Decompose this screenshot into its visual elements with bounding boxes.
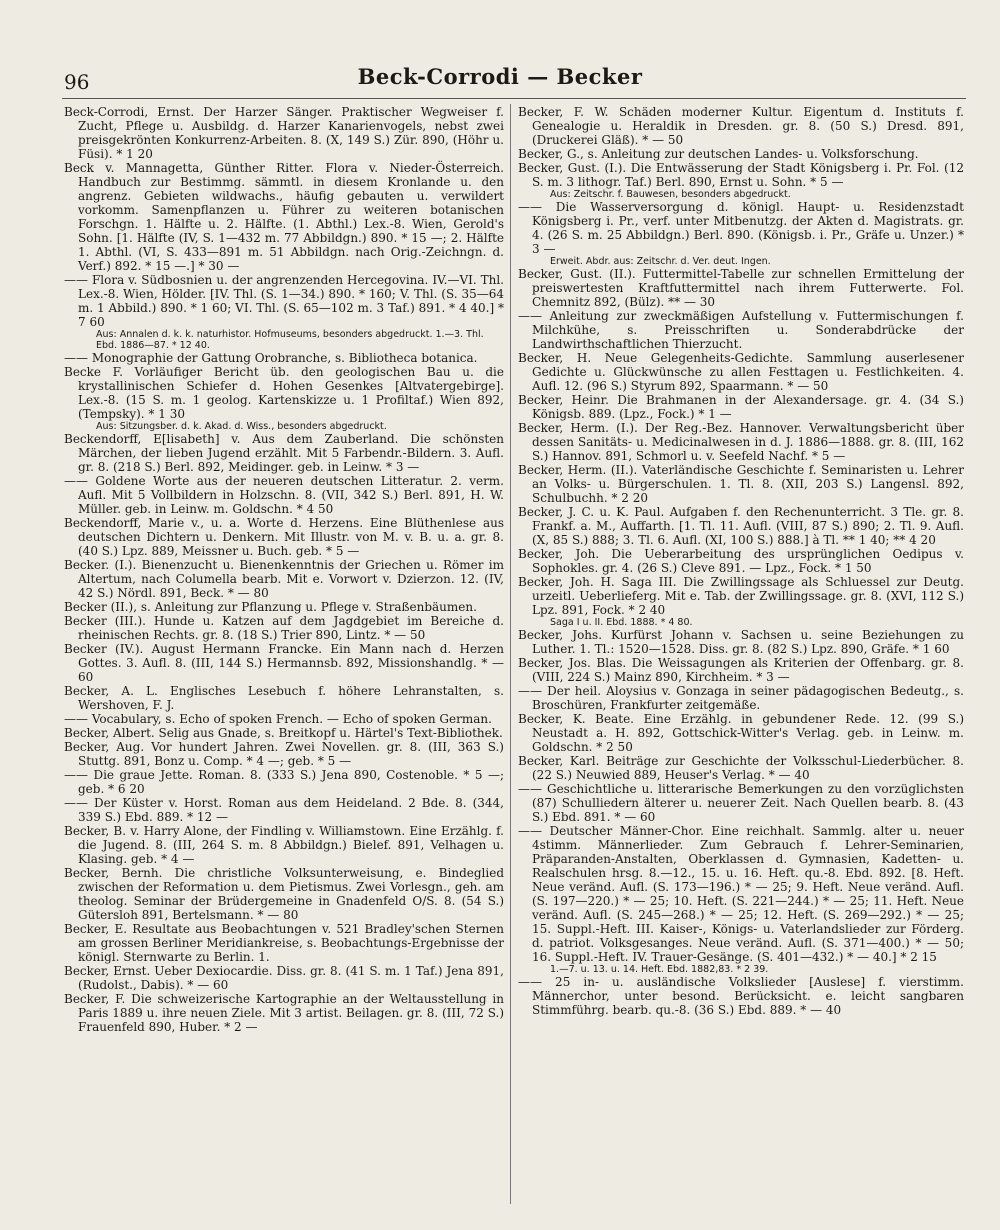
bibliographic-entry: Becker (III.). Hunde u. Katzen auf dem Jagdgebiet im Bereiche d. rheinischen Rechts. gr. 8. (18 S.) Trier 890, Lintz. * — 50 <box>64 614 504 642</box>
bibliographic-entry: Becker, A. L. Englisches Lesebuch f. höhere Lehranstalten, s. Wershoven, F. J. <box>64 684 504 712</box>
bibliographic-entry: —— Vocabulary, s. Echo of spoken French. — Echo of spoken German. <box>64 712 492 726</box>
bibliographic-entry: Becke F. Vorläufiger Bericht üb. den geologischen Bau u. die krystallinischen Schiefer d. Hohen Gesenkes [Altvatergebirge]. Lex.-8. (15 S. m. 1 geolog. Kartenskizze u. 1 Profiltaf.) Wien 892, (Tempsky). * 1 30 <box>64 365 504 421</box>
bibliographic-entry: Becker, Herm. (II.). Vaterländische Geschichte f. Seminaristen u. Lehrer an Volks- u. Bürgerschulen. 1. Tl. 8. (XII, 203 S.) Langensl. 892, Schulbuchh. * 2 20 <box>518 463 964 505</box>
bibliographic-entry: Becker, Aug. Vor hundert Jahren. Zwei Novellen. gr. 8. (III, 363 S.) Stuttg. 891, Bonz u. Comp. * 4 —; geb. * 5 — <box>64 740 504 768</box>
bibliographic-entry: Beckendorff, Marie v., u. a. Worte d. Herzens. Eine Blüthenlese aus deutschen Dichtern u. Denkern. Mit Illustr. von M. v. B. u. a. gr. 8. (40 S.) Lpz. 889, Meissner u. Buch. geb. * 5 — <box>64 516 504 558</box>
bibliographic-entry: Becker, Gust. (II.). Futtermittel-Tabelle zur schnellen Ermittelung der preiswertesten Kraftfuttermittel nach ihrem Futterwerte. Fol. Chemnitz 892, (Bülz). ** — 30 <box>518 267 964 309</box>
bibliographic-entry: Becker, Joh. H. Saga III. Die Zwillingssage als Schluessel zur Deutg. urzeitl. Ueberlieferg. Mit e. Tab. der Zwillingssage. gr. 8. (XVI, 112 S.) Lpz. 891, Fock. * 2 40 <box>518 575 964 617</box>
bibliographic-entry: —— Der Küster v. Horst. Roman aus dem Heideland. 2 Bde. 8. (344, 339 S.) Ebd. 889. * 12 — <box>64 796 504 824</box>
bibliographic-entry: Becker, H. Neue Gelegenheits-Gedichte. Sammlung auserlesener Gedichte u. Glückwünsche zu allen Festtagen u. Festlichkeiten. 4. Aufl. 12. (96 S.) Styrum 892, Spaarmann. * — 50 <box>518 351 964 393</box>
bibliographic-note: Erweit. Abdr. aus: Zeitschr. d. Ver. deut. Ingen. <box>550 256 771 267</box>
bibliographic-entry: Becker, B. v. Harry Alone, der Findling v. Williamstown. Eine Erzählg. f. die Jugend. 8. (III, 264 S. m. 8 Abbildgn.) Bielef. 891, Velhagen u. Klasing. geb. * 4 — <box>64 824 504 866</box>
bibliographic-entry: —— Deutscher Männer-Chor. Eine reichhalt. Sammlg. alter u. neuer 4stimm. Männerlieder. Zum Gebrauch f. Lehrer-Seminarien, Präparanden-Anstalten, Oberklassen d. Gymnasien, Kadetten- u. Realschulen hrsg. 8.—12., 15. u. 16. Heft. qu.-8. Ebd. 892. [8. Heft. Neue veränd. Aufl. (S. 173—196.) * — 25; 9. Heft. Neue veränd. Aufl. (S. 197—220.) * — 25; 10. Heft. (S. 221—244.) * — 25; 11. Heft. Neue veränd. Aufl. (S. 245—268.) * — 25; 12. Heft. (S. 269—292.) * — 25; 15. Suppl.-Heft. III. Kaiser-, Königs- u. Vaterlandslieder zur Förderg. d. patriot. Volksgesanges. Neue veränd. Aufl. (S. 371—400.) * — 50; 16. Suppl.-Heft. IV. Trauer-Gesänge. (S. 401—432.) * — 40.] * 2 15 <box>518 824 964 964</box>
bibliographic-entry: Becker, Bernh. Die christliche Volksunterweisung, e. Bindeglied zwischen der Reformation u. dem Pietismus. Zwei Vorlesgn., geh. am theolog. Seminar der Brüdergemeine in Gnadenfeld O/S. 8. (54 S.) Gütersloh 891, Bertelsmann. * — 80 <box>64 866 504 922</box>
bibliographic-entry: —— 25 in- u. ausländische Volkslieder [Auslese] f. vierstimm. Männerchor, unter besond. Berücksicht. e. leicht sangbaren Stimmführg. bearb. qu.-8. (36 S.) Ebd. 889. * — 40 <box>518 975 964 1017</box>
bibliographic-entry: Becker, E. Resultate aus Beobachtungen v. 521 Bradley'schen Sternen am grossen Berliner Meridiankreise, s. Beobachtungs-Ergebnisse der königl. Sternwarte zu Berlin. 1. <box>64 922 504 964</box>
bibliographic-entry: Becker, Ernst. Ueber Dexiocardie. Diss. gr. 8. (41 S. m. 1 Taf.) Jena 891, (Rudolst., Dabis). * — 60 <box>64 964 504 992</box>
bibliographic-entry: Becker. (I.). Bienenzucht u. Bienenkenntnis der Griechen u. Römer im Altertum, nach Columella bearb. Mit e. Vorwort v. Dzierzon. 12. (IV, 42 S.) Nördl. 891, Beck. * — 80 <box>64 558 504 600</box>
bibliographic-entry: Becker, G., s. Anleitung zur deutschen Landes- u. Volksforschung. <box>518 147 919 161</box>
bibliographic-entry: —— Die graue Jette. Roman. 8. (333 S.) Jena 890, Costenoble. * 5 —; geb. * 6 20 <box>64 768 504 796</box>
bibliographic-note: Aus: Annalen d. k. k. naturhistor. Hofmuseums, besonders abgedruckt. 1.—3. Thl. Ebd. 1886—87. * 12 40. <box>96 329 484 351</box>
bibliographic-entry: Beckendorff, E[lisabeth] v. Aus dem Zauberland. Die schönsten Märchen, der lieben Jugend erzählt. Mit 5 Farbendr.-Bildern. 3. Aufl. gr. 8. (218 S.) Berl. 892, Meidinger. geb. in Leinw. * 3 — <box>64 432 504 474</box>
left-column <box>64 105 504 1215</box>
bibliographic-entry: Becker, Heinr. Die Brahmanen in der Alexandersage. gr. 4. (34 S.) Königsb. 889. (Lpz., Fock.) * 1 — <box>518 393 964 421</box>
bibliographic-entry: Becker (IV.). August Hermann Francke. Ein Mann nach d. Herzen Gottes. 3. Aufl. 8. (III, 144 S.) Hermannsb. 892, Missionshandlg. * — 60 <box>64 642 504 684</box>
bibliographic-entry: Becker, Joh. Die Ueberarbeitung des ursprünglichen Oedipus v. Sophokles. gr. 4. (26 S.) Cleve 891. — Lpz., Fock. * 1 50 <box>518 547 964 575</box>
bibliographic-entry: —— Die Wasserversorgung d. königl. Haupt- u. Residenzstadt Königsberg i. Pr., verf. unter Mitbenutzg. der Akten d. Magistrats. gr. 4. (26 S. m. 25 Abbildgn.) Berl. 890. (Königsb. i. Pr., Gräfe u. Unzer.) * 3 — <box>518 200 964 256</box>
bibliographic-entry: —— Flora v. Südbosnien u. der angrenzenden Hercegovina. IV.—VI. Thl. Lex.-8. Wien, Hölder. [IV. Thl. (S. 1—34.) 890. * 160; V. Thl. (S. 35—64 m. 1 Abbild.) 890. * 1 60; VI. Thl. (S. 65—102 m. 3 Taf.) 891. * 4 40.] * 7 60 <box>64 273 504 329</box>
bibliographic-note: Aus: Zeitschr. f. Bauwesen, besonders abgedruckt. <box>550 189 791 200</box>
column-divider <box>510 104 511 1204</box>
bibliographic-entry: —— Goldene Worte aus der neueren deutschen Litteratur. 2. verm. Aufl. Mit 5 Vollbildern in Holzschn. 8. (VII, 342 S.) Berl. 891, H. W. Müller. geb. in Leinw. m. Goldschn. * 4 50 <box>64 474 504 516</box>
bibliographic-entry: Beck-Corrodi, Ernst. Der Harzer Sänger. Praktischer Wegweiser f. Zucht, Pflege u. Ausbildg. d. Harzer Kanarienvogels, nebst zwei preisgekrönten Konkurrenz-Arbeiten. 8. (X, 149 S.) Zür. 890, (Höhr u. Füsi). * 1 20 <box>64 105 504 161</box>
bibliographic-note: Saga I u. II. Ebd. 1888. * 4 80. <box>550 617 693 628</box>
bibliographic-entry: Becker, F. Die schweizerische Kartographie an der Weltausstellung in Paris 1889 u. ihre neuen Ziele. Mit 3 artist. Beilagen. gr. 8. (III, 72 S.) Frauenfeld 890, Huber. * 2 — <box>64 992 504 1034</box>
bibliographic-entry: Beck v. Mannagetta, Günther Ritter. Flora v. Nieder-Österreich. Handbuch zur Bestimmg. sämmtl. in diesem Kronlande u. den angrenz. Gebieten wildwachs., häufig gebauten u. verwildert vorkomm. Samenpflanzen u. Führer zu weiteren botanischen Forschgn. 1. Hälfte u. 2. Hälfte. (1. Abthl.) Lex.-8. Wien, Gerold's Sohn. [1. Hälfte (IV, S. 1—432 m. 77 Abbildgn.) 890. * 15 —; 2. Hälfte 1. Abthl. (VI, S. 433—891 m. 51 Abbildgn. nach Orig.-Zeichngn. d. Verf.) 892. * 15 —.] * 30 — <box>64 161 504 273</box>
bibliographic-entry: Becker, Herm. (I.). Der Reg.-Bez. Hannover. Verwaltungsbericht über dessen Sanitäts- u. Medicinalwesen in d. J. 1886—1888. gr. 8. (III, 162 S.) Hannov. 891, Schmorl u. v. Seefeld Nachf. * 5 — <box>518 421 964 463</box>
bibliographic-entry: —— Monographie der Gattung Orobranche, s. Bibliotheca botanica. <box>64 351 478 365</box>
right-column <box>518 105 964 1215</box>
bibliographic-note: 1.—7. u. 13. u. 14. Heft. Ebd. 1882,83. * 2 39. <box>550 964 769 975</box>
bibliographic-entry: Becker, Jos. Blas. Die Weissagungen als Kriterien der Offenbarg. gr. 8. (VIII, 224 S.) Mainz 890, Kirchheim. * 3 — <box>518 656 964 684</box>
bibliographic-entry: —— Der heil. Aloysius v. Gonzaga in seiner pädagogischen Bedeutg., s. Broschüren, Frankfurter zeitgemäße. <box>518 684 964 712</box>
bibliographic-entry: —— Anleitung zur zweckmäßigen Aufstellung v. Futtermischungen f. Milchkühe, s. Preisschriften u. Sonderabdrücke der Landwirthschaftlichen Thierzucht. <box>518 309 964 351</box>
bibliographic-note: Aus: Sitzungsber. d. k. Akad. d. Wiss., besonders abgedruckt. <box>96 421 387 432</box>
bibliographic-entry: Becker, Johs. Kurfürst Johann v. Sachsen u. seine Beziehungen zu Luther. 1. Tl.: 1520—1528. Diss. gr. 8. (82 S.) Lpz. 890, Gräfe. * 1 60 <box>518 628 964 656</box>
bibliographic-entry: Becker, K. Beate. Eine Erzählg. in gebundener Rede. 12. (99 S.) Neustadt a. H. 892, Gottschick-Witter's Verlag. geb. in Leinw. m. Goldschn. * 2 50 <box>518 712 964 754</box>
bibliographic-entry: —— Geschichtliche u. litterarische Bemerkungen zu den vorzüglichsten (87) Schulliedern älterer u. neuerer Zeit. Nach Quellen bearb. 8. (43 S.) Ebd. 891. * — 60 <box>518 782 964 824</box>
bibliographic-entry: Becker, Albert. Selig aus Gnade, s. Breitkopf u. Härtel's Text-Bibliothek. <box>64 726 503 740</box>
running-head: Beck-Corrodi — Becker <box>357 64 643 89</box>
bibliographic-entry: Becker, F. W. Schäden moderner Kultur. Eigentum d. Instituts f. Genealogie u. Heraldik in Dresden. gr. 8. (50 S.) Dresd. 891, (Druckerei Gläß). * — 50 <box>518 105 964 147</box>
bibliographic-entry: Becker, J. C. u. K. Paul. Aufgaben f. den Rechenunterricht. 3 Tle. gr. 8. Frankf. a. M., Auffarth. [1. Tl. 11. Aufl. (VIII, 87 S.) 890; 2. Tl. 9. Aufl. (X, 85 S.) 888; 3. Tl. 6. Aufl. (XI, 100 S.) 888.] à Tl. ** 1 40; ** 4 20 <box>518 505 964 547</box>
bibliographic-entry: Becker (II.), s. Anleitung zur Pflanzung u. Pflege v. Straßenbäumen. <box>64 600 477 614</box>
header-rule <box>62 98 966 99</box>
page-number: 96 <box>64 70 90 94</box>
bibliographic-entry: Becker, Karl. Beiträge zur Geschichte der Volksschul-Liederbücher. 8. (22 S.) Neuwied 889, Heuser's Verlag. * — 40 <box>518 754 964 782</box>
bibliographic-entry: Becker, Gust. (I.). Die Entwässerung der Stadt Königsberg i. Pr. Fol. (12 S. m. 3 lithogr. Taf.) Berl. 890, Ernst u. Sohn. * 5 — <box>518 161 964 189</box>
